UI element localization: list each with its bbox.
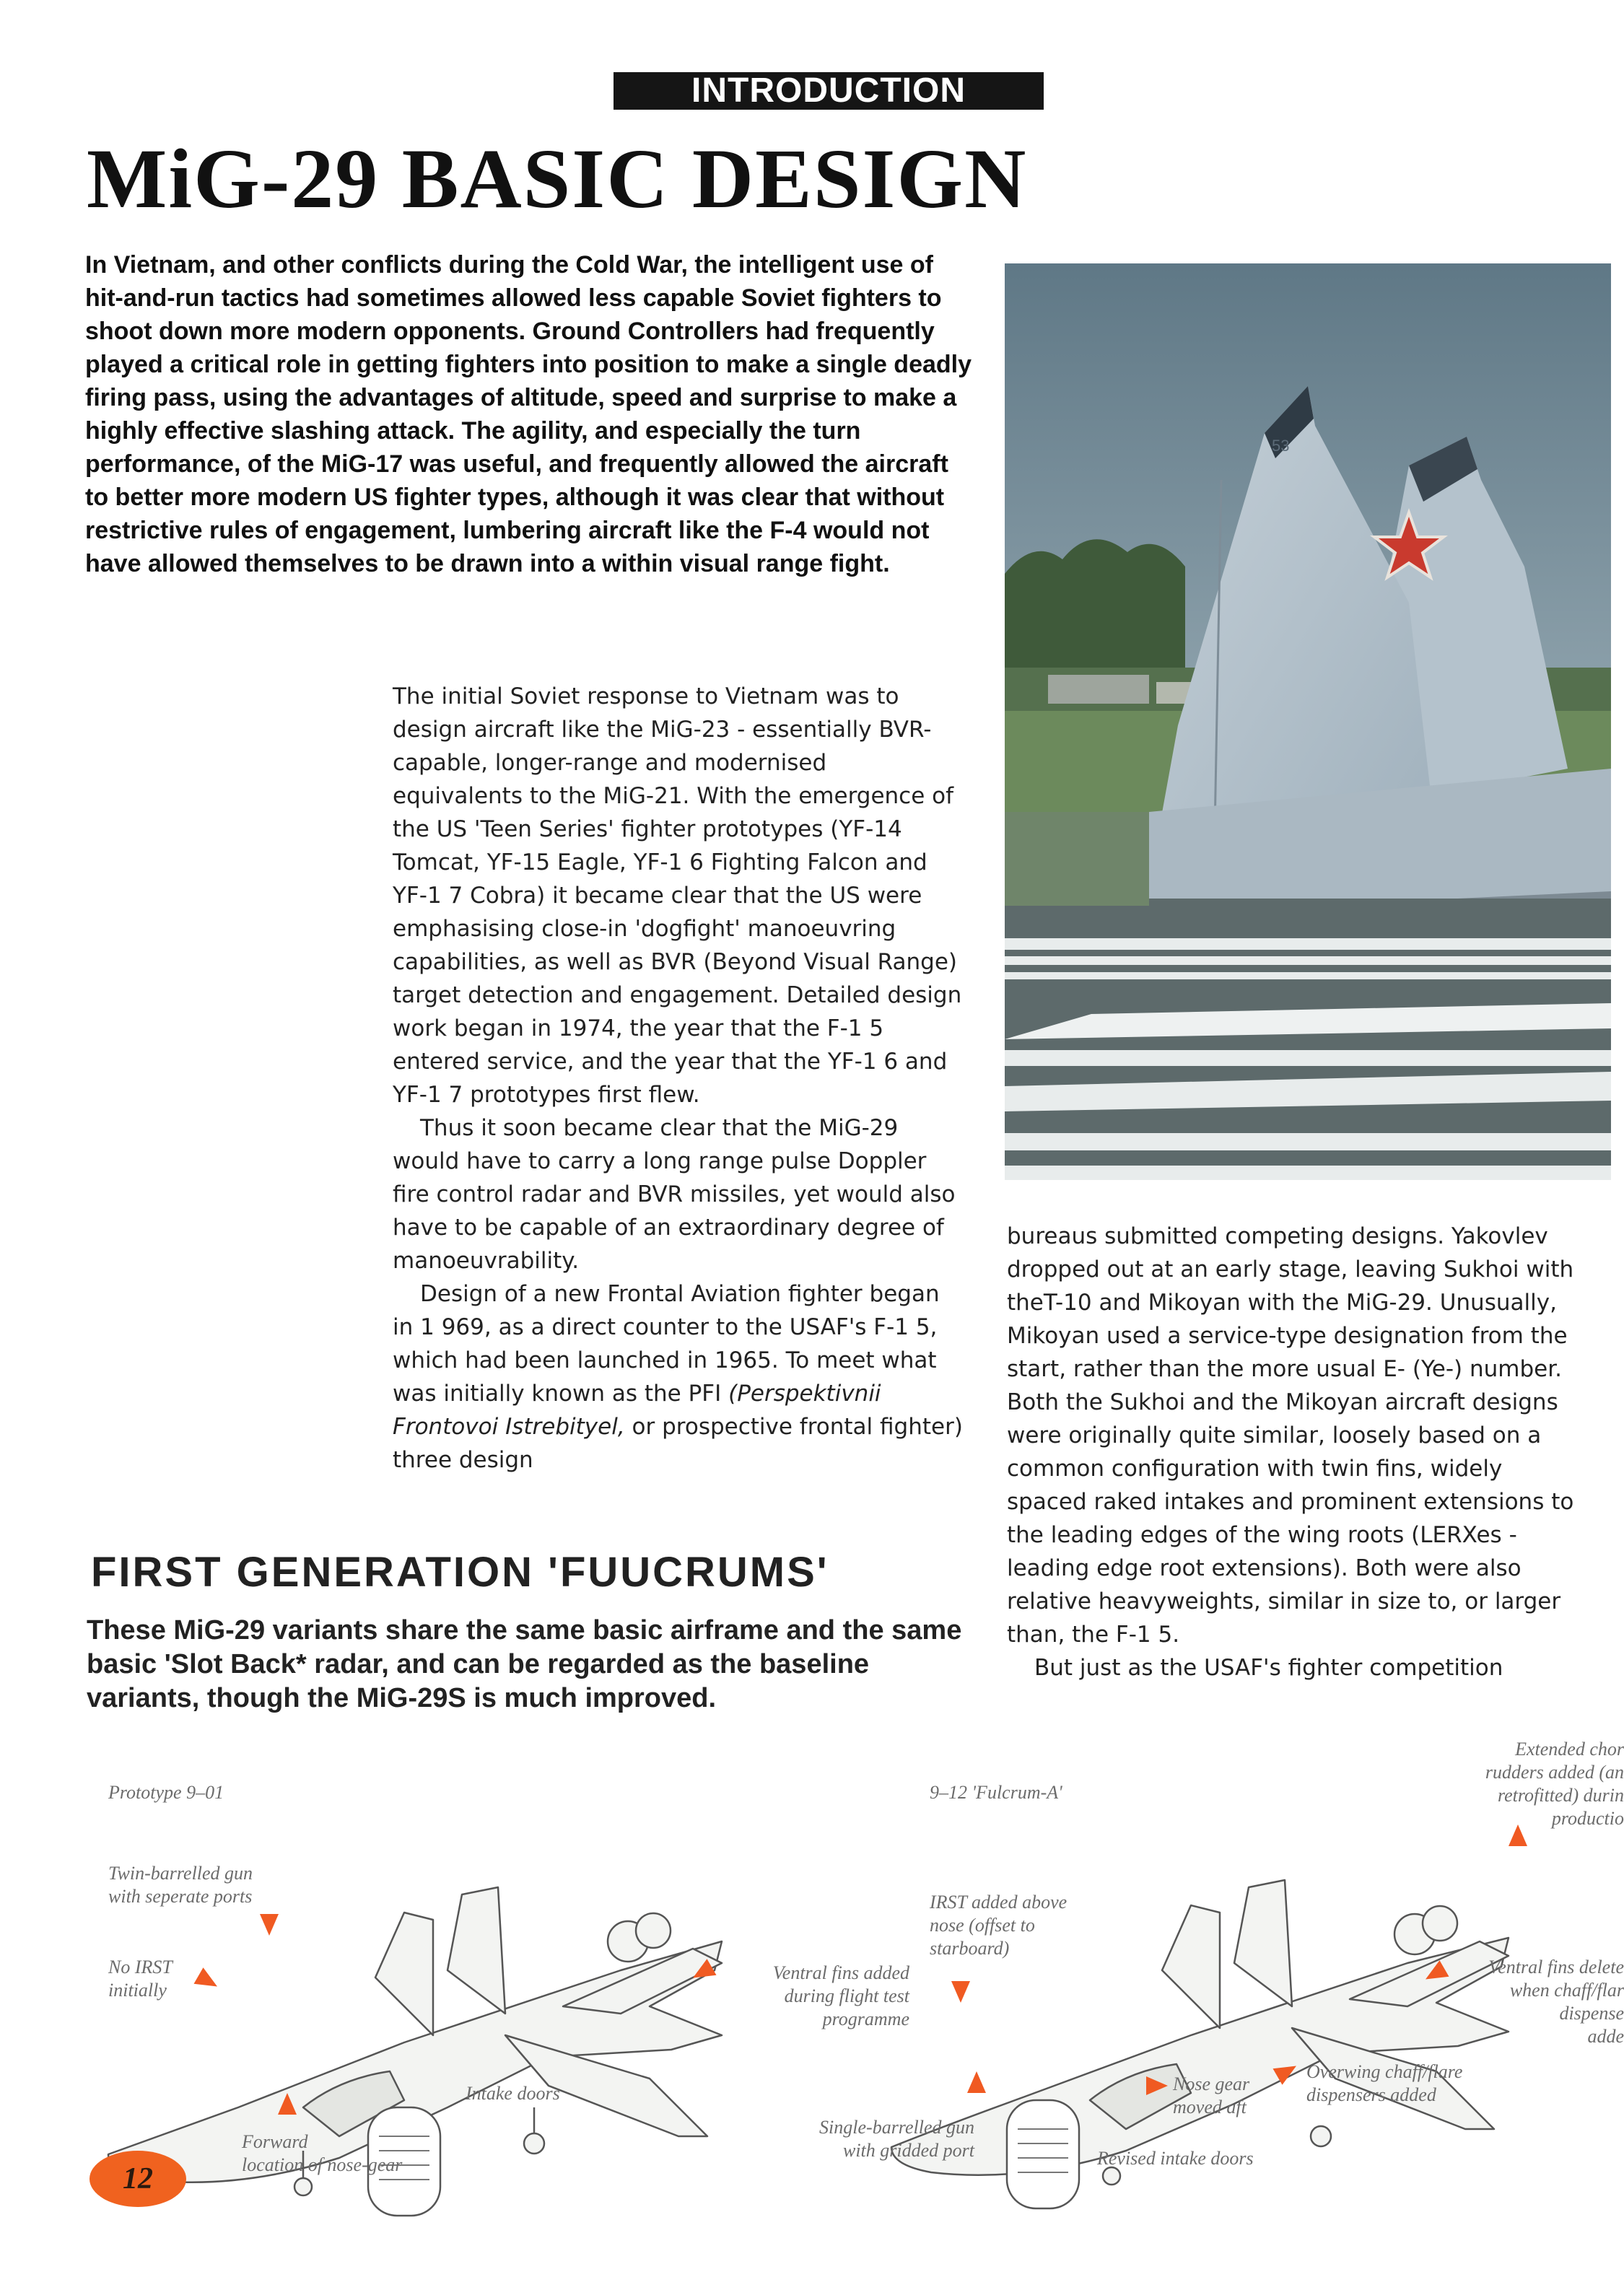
body-column-2 (1007, 1220, 1584, 1684)
caption-nose-gear-moved: Nose gear moved aft (1173, 2073, 1250, 2118)
pointer-icon (260, 1914, 279, 1936)
caption-single-barrelled-gun: Single-barrelled gun with gridded port (819, 2117, 974, 2161)
section-intro: These MiG-29 variants share the same basic airframe and the same basic 'Slot Back* radar, and can be regarded as the baseline variants, though the MiG-29S is much improved. (87, 1615, 962, 1713)
pointer-icon (1146, 2076, 1168, 2095)
body-paragraph: bureaus submitted competing designs. Yakovlev dropped out at an early stage, leaving Sukhoi with theT-10 and Mikoyan with the MiG-29. Unusually, Mikoyan used a service-type designation from the start, rather than the more usual E- (Ye-) number. Both the Sukhoi and the Mikoyan aircraft designs were originally quite similar, loosely based on a common configuration with twin fins, widely spaced raked intakes and prominent extensions to the leading edges of the wing roots (LERXes - leading edge root extensions). Both were also relative heavyweights, similar in size to, or larger than, the F-1 5. (1007, 1223, 1574, 1648)
caption-revised-intake-doors: Revised intake doors (1097, 2148, 1254, 2169)
body-paragraph (393, 1277, 963, 1477)
section-label: INTRODUCTION (614, 72, 1044, 110)
variant-diagrams (0, 1732, 1624, 2273)
tail-number: 53 (1272, 437, 1290, 455)
pointer-icon (967, 2071, 986, 2093)
mig29-tail-photo (1005, 263, 1611, 1180)
body-paragraph: Thus it soon became clear that the MiG-29 would have to carry a long range pulse Doppler fire control radar and BVR missiles, yet would also have to be capable of an extraordinary degree of manoeuvrability. (393, 1115, 956, 1274)
caption-extended-rudders: Extended chor rudders added (an retrofitted) durin productio (1485, 1739, 1624, 1829)
caption-intake-doors: Intake doors (466, 2083, 560, 2104)
pointer-icon (1509, 1824, 1527, 1846)
body-paragraph: But just as the USAF's fighter competition (1034, 1655, 1503, 1681)
caption-forward-nose-gear: Forward location of nose-gear (242, 2131, 403, 2175)
caption-no-irst: No IRST initially (108, 1957, 173, 2001)
caption-prototype-9-01: Prototype 9–01 (108, 1782, 224, 1803)
caption-ventral-fins-deleted: Ventral fins delete when chaff/flar dispense adde (1488, 1957, 1624, 2047)
body-paragraph: The initial Soviet response to Vietnam was to design aircraft like the MiG-23 - essentially BVR-capable, longer-range and modernised equivalents to the MiG-21. With the emergence of the US 'Teen Series' fighter prototypes (YF-14 Tomcat, YF-15 Eagle, YF-1 6 Fighting Falcon and YF-1 7 Cobra) it became clear that the US were emphasising close-in 'dogfight' manoeuvring capabilities, as well as BVR (Beyond Visual Range) target detection and engagement. Detailed design work began in 1974, the year that the F-1 5 entered service, and the year that the YF-1 6 and YF-1 7 prototypes first flew. (393, 683, 962, 1108)
caption-ventral-fins: Ventral fins added during flight test programme (772, 1962, 909, 2029)
page-number: 12 (90, 2151, 186, 2207)
page-title: MiG-29 BASIC DESIGN (87, 131, 1028, 226)
body-column-1 (393, 680, 963, 1477)
body-text-italic: (Perspektivnii Frontovoi Istrebityel, (393, 1381, 881, 1440)
lead-paragraph: In Vietnam, and other conflicts during the Cold War, the intelligent use of hit-and-run tactics had sometimes allowed less capable Soviet fighters to shoot down more modern opponents. Ground Controllers had frequently played a critical role in getting fighters into position to make a single deadly firing pass, using the advantages of altitude, speed and surprise to make a highly effective slashing attack. The agility, and especially the turn performance, of the MiG-17 was useful, and frequently allowed the aircraft to better more modern US fighter types, although it was clear that without restrictive rules of engagement, lumbering aircraft like the F-4 would not have allowed themselves to be drawn into a within visual range fight. (85, 251, 972, 577)
caption-irst-added: IRST added above nose (offset to starboard) (930, 1892, 1068, 1959)
body-text: or prospective frontal fighter) three design (393, 1414, 963, 1473)
caption-twin-barrelled-gun: Twin-barrelled gun with seperate ports (108, 1863, 253, 1907)
caption-chaff-flare: Overwing chaff/flare dispensers added (1306, 2061, 1463, 2105)
body-text: Design of a new Frontal Aviation fighter began in 1 969, as a direct counter to the USAF's F-1 5, which had been launched in 1965. To meet what was initially known as the PFI (393, 1281, 940, 1407)
caption-9-12-fulcrum-a: 9–12 'Fulcrum-A' (930, 1782, 1062, 1803)
pointer-icon (951, 1981, 970, 2003)
pointer-icon (278, 2093, 297, 2115)
section-heading: FIRST GENERATION 'FUUCRUMS' (91, 1549, 829, 1596)
